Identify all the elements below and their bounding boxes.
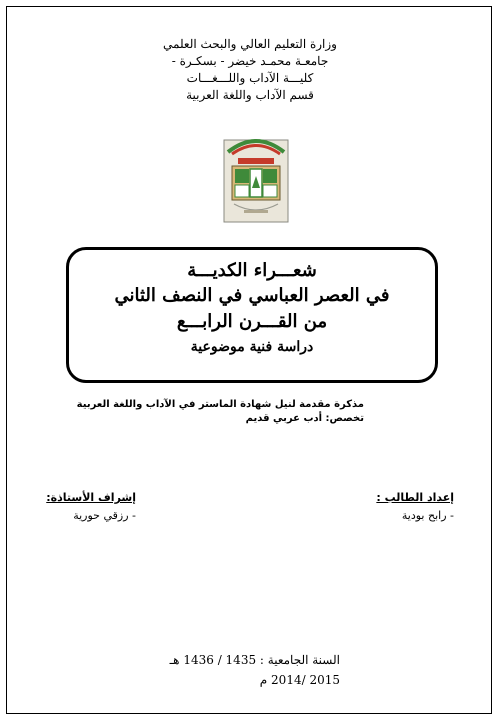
faculty-name: كليـــة الآداب واللـــغـــات <box>186 71 314 85</box>
thesis-info <box>77 398 364 426</box>
university-seal-icon <box>222 128 290 226</box>
supervisor-name: - رزقي حورية <box>73 509 136 522</box>
thesis-title-box <box>66 247 438 383</box>
institution-header <box>0 36 500 104</box>
university-name: جامعـة محمـد خيضر - بسكـرة - <box>171 54 329 68</box>
student-label: إعداد الطالب : <box>376 491 454 504</box>
academic-year <box>170 650 340 690</box>
title-line-1: شعـــراء الكديـــة <box>187 260 317 281</box>
ministry-name: وزارة التعليم العالي والبحث العلمي <box>163 37 337 51</box>
title-subtitle: دراسة فنية موضوعية <box>190 339 314 355</box>
student-block <box>376 489 454 525</box>
department-name: قسم الآداب واللغة العربية <box>186 88 314 102</box>
supervisor-label: إشراف الأستاذة: <box>46 491 136 504</box>
thesis-purpose: مذكرة مقدمة لنيل شهادة الماستر في الآداب واللغة العربية <box>76 399 364 410</box>
title-line-2: في العصر العباسي في النصف الثاني <box>114 285 390 306</box>
academic-year-hijri: السنة الجامعية : 1435 / 1436 هـ <box>169 653 340 667</box>
student-name: - رابح بودية <box>401 509 454 522</box>
title-line-3: من القـــرن الرابـــع <box>176 311 328 332</box>
thesis-specialty: تخصص: أدب عربي قديم <box>245 413 364 424</box>
supervisor-block <box>46 489 136 525</box>
academic-year-gregorian: 2015 /2014 م <box>259 673 340 687</box>
